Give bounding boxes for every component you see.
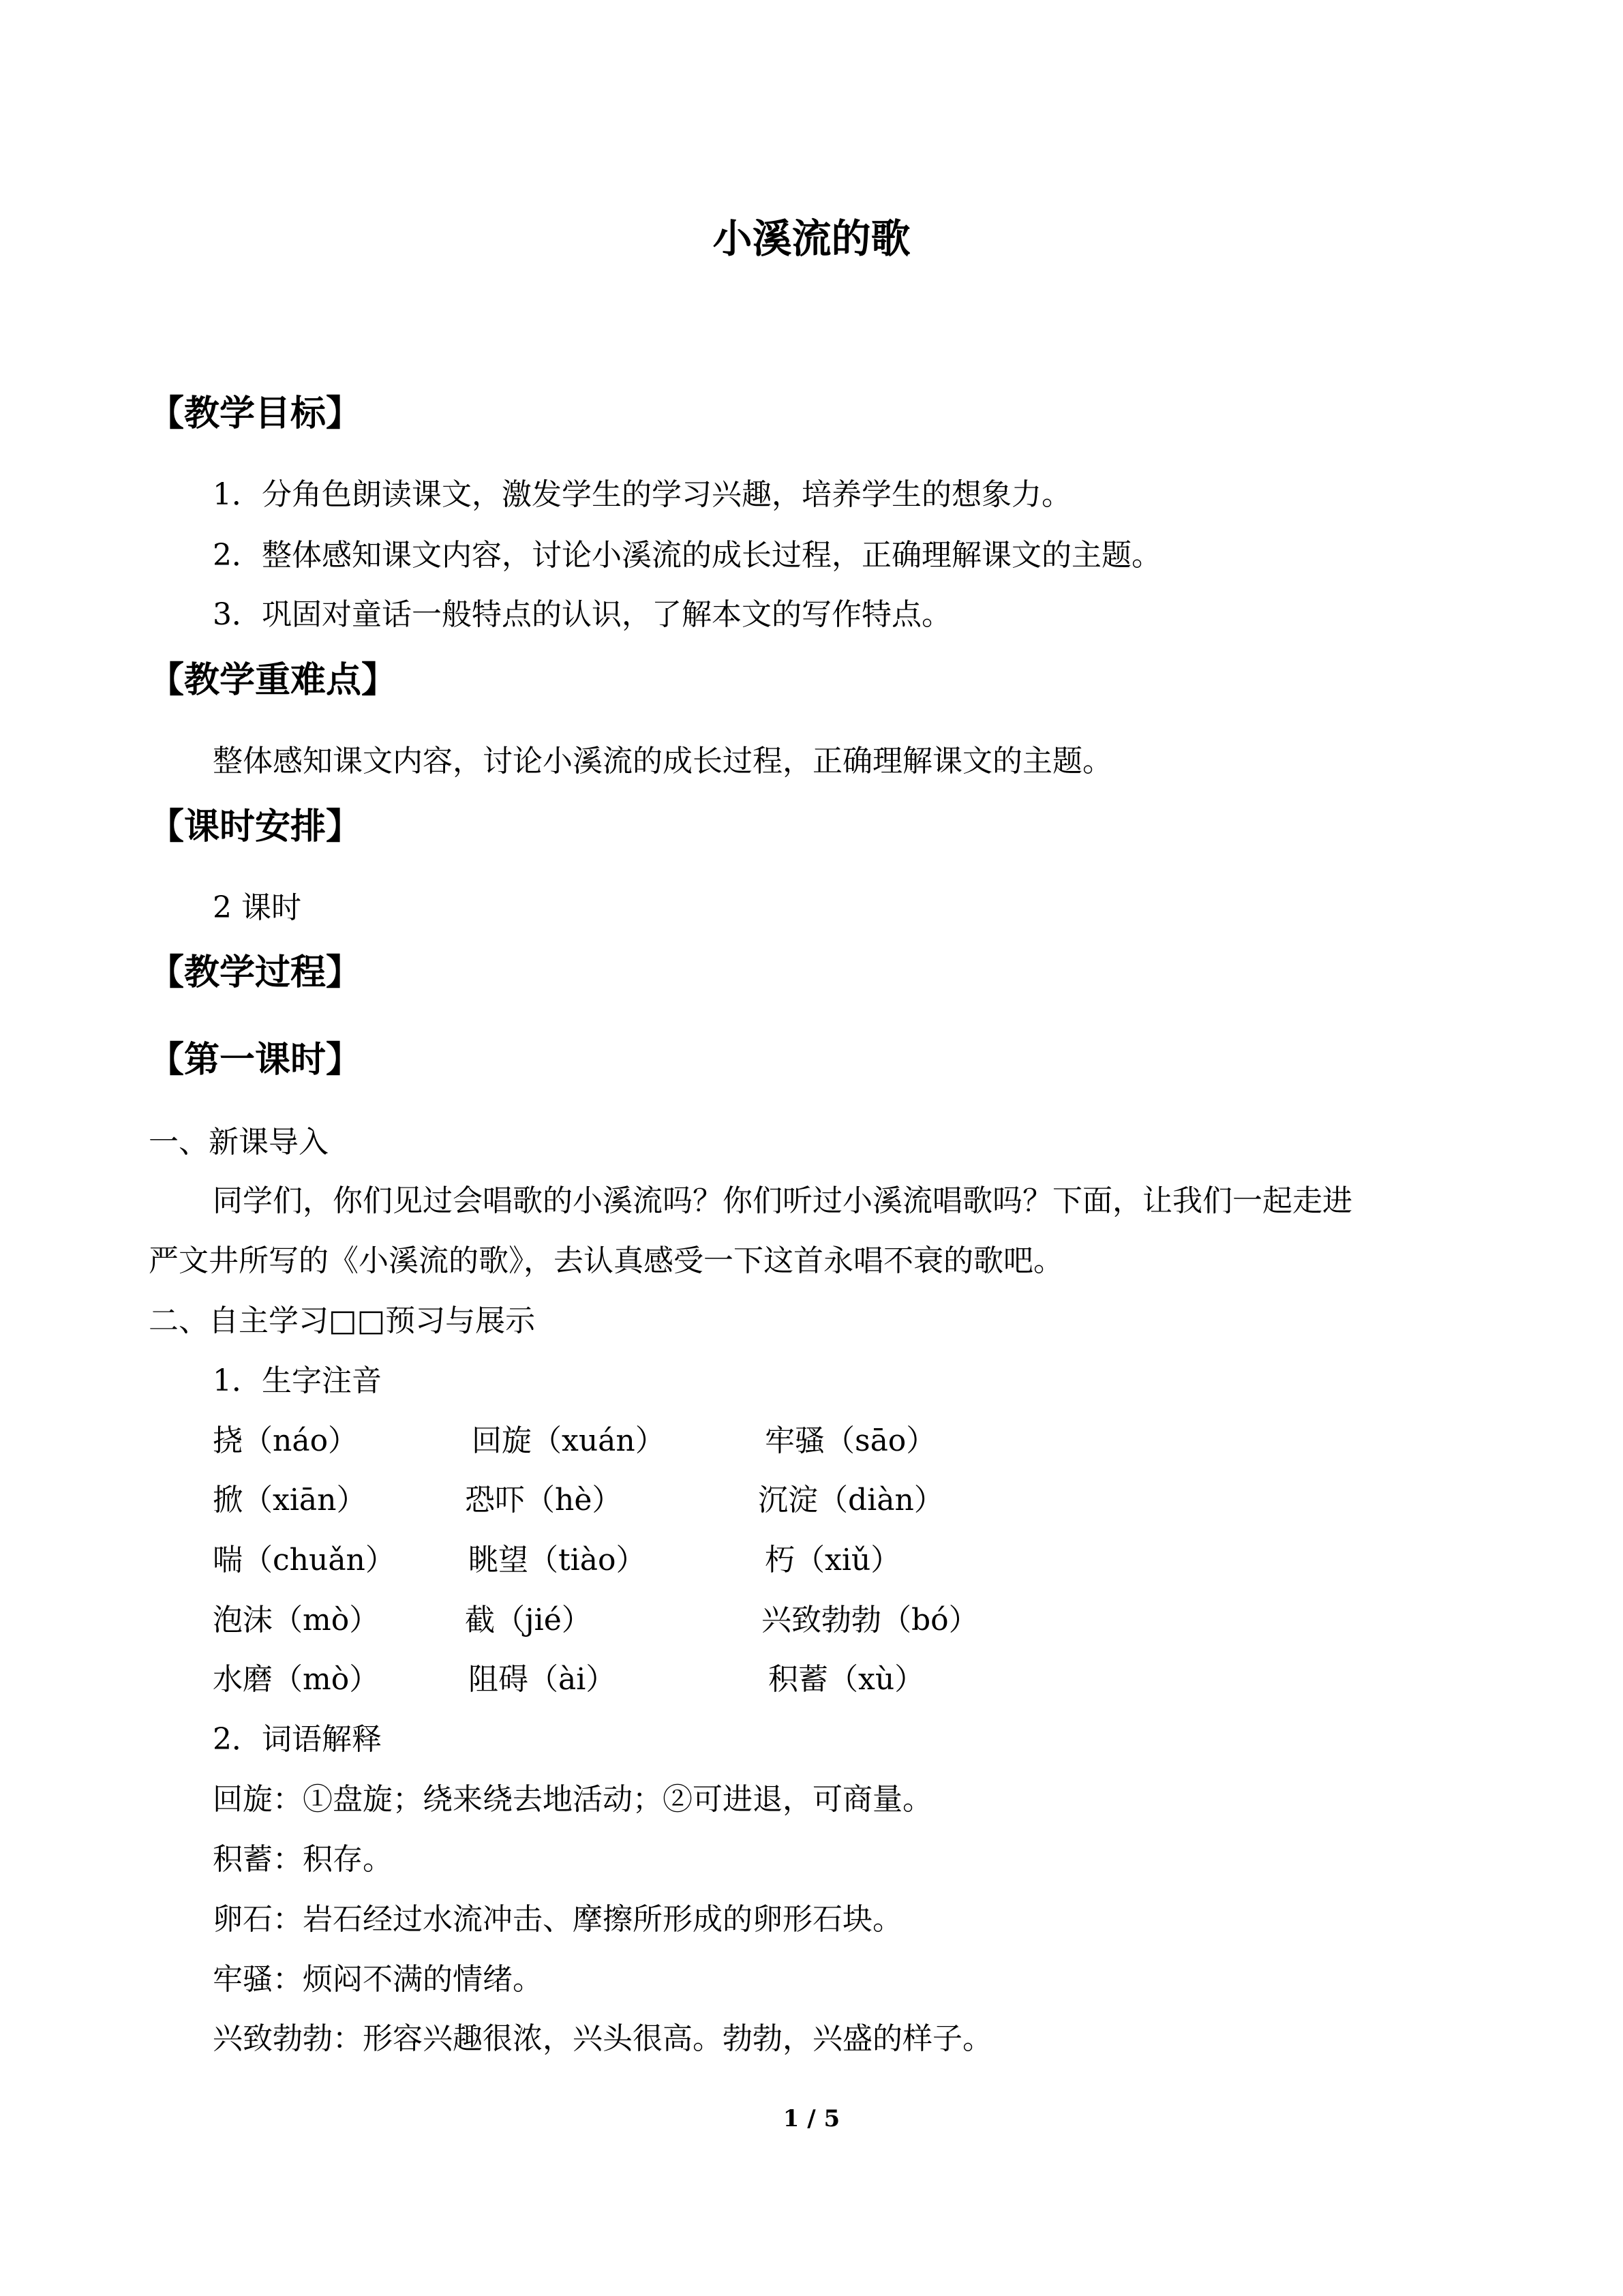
section-heading-process: 【教学过程】 — [149, 952, 362, 993]
pinyin-entry: 回旋（xuán） — [472, 1423, 665, 1458]
pinyin-entry: 喘（chuǎn） — [213, 1543, 395, 1577]
intro-line-2: 严文井所写的《小溪流的歌》，去认真感受一下这首永唱不衰的歌吧。 — [149, 1243, 1063, 1278]
pinyin-entry: 朽（xiǔ） — [765, 1543, 901, 1577]
key-points-text: 整体感知课文内容，讨论小溪流的成长过程，正确理解课文的主题。 — [213, 744, 1112, 779]
vocab-item: 卵石：岩石经过水流冲击、摩擦所形成的卵形石块。 — [213, 1902, 902, 1937]
vocab-item: 积蓄：积存。 — [213, 1842, 393, 1877]
pinyin-entry: 积蓄（xù） — [768, 1662, 925, 1697]
pinyin-row — [213, 1660, 1508, 1700]
pinyin-entry: 水磨（mò） — [213, 1662, 380, 1697]
goal-item-2: 2．整体感知课文内容，讨论小溪流的成长过程，正确理解课文的主题。 — [213, 538, 1162, 573]
pinyin-entry: 阻碍（ài） — [468, 1662, 616, 1697]
pinyin-entry: 兴致勃勃（bó） — [761, 1603, 979, 1637]
document-title: 小溪流的歌 — [712, 215, 911, 262]
pinyin-row — [213, 1541, 1508, 1580]
pinyin-entry: 恐吓（hè） — [465, 1483, 622, 1517]
pinyin-label: 1．生字注音 — [213, 1363, 382, 1398]
pinyin-entry: 牢骚（sāo） — [765, 1423, 937, 1458]
pinyin-row — [213, 1601, 1508, 1640]
section-heading-goals: 【教学目标】 — [149, 393, 362, 434]
goal-item-1: 1．分角色朗读课文，激发学生的学习兴趣，培养学生的想象力。 — [213, 477, 1072, 512]
pinyin-entry: 掀（xiān） — [213, 1483, 367, 1517]
vocab-label: 2．词语解释 — [213, 1722, 382, 1757]
schedule-text: 2 课时 — [213, 890, 301, 925]
vocab-item: 回旋：①盘旋；绕来绕去地活动；②可进退，可商量。 — [213, 1782, 932, 1817]
goal-item-3: 3．巩固对童话一般特点的认识，了解本文的写作特点。 — [213, 597, 952, 632]
intro-label: 一、新课导入 — [149, 1125, 329, 1160]
pinyin-entry: 泡沫（mò） — [213, 1603, 380, 1637]
self-study-label: 二、自主学习□□预习与展示 — [149, 1303, 536, 1338]
intro-line-1: 同学们，你们见过会唱歌的小溪流吗？你们听过小溪流唱歌吗？下面，让我们一起走进 — [213, 1183, 1352, 1218]
pinyin-entry: 截（jié） — [465, 1603, 592, 1637]
section-heading-key-points: 【教学重难点】 — [149, 659, 397, 701]
vocab-item: 牢骚：烦闷不满的情绪。 — [213, 1962, 543, 1997]
section-heading-schedule: 【课时安排】 — [149, 806, 362, 847]
pinyin-entry: 沉淀（diàn） — [758, 1483, 944, 1517]
page-indicator: 1 / 5 — [783, 2105, 840, 2132]
pinyin-entry: 挠（náo） — [213, 1423, 359, 1458]
pinyin-entry: 眺望（tiào） — [468, 1543, 646, 1577]
section-heading-lesson-1: 【第一课时】 — [149, 1039, 362, 1081]
vocab-item: 兴致勃勃：形容兴趣很浓，兴头很高。勃勃，兴盛的样子。 — [213, 2021, 992, 2056]
pinyin-row — [213, 1481, 1508, 1520]
pinyin-row — [213, 1421, 1508, 1461]
